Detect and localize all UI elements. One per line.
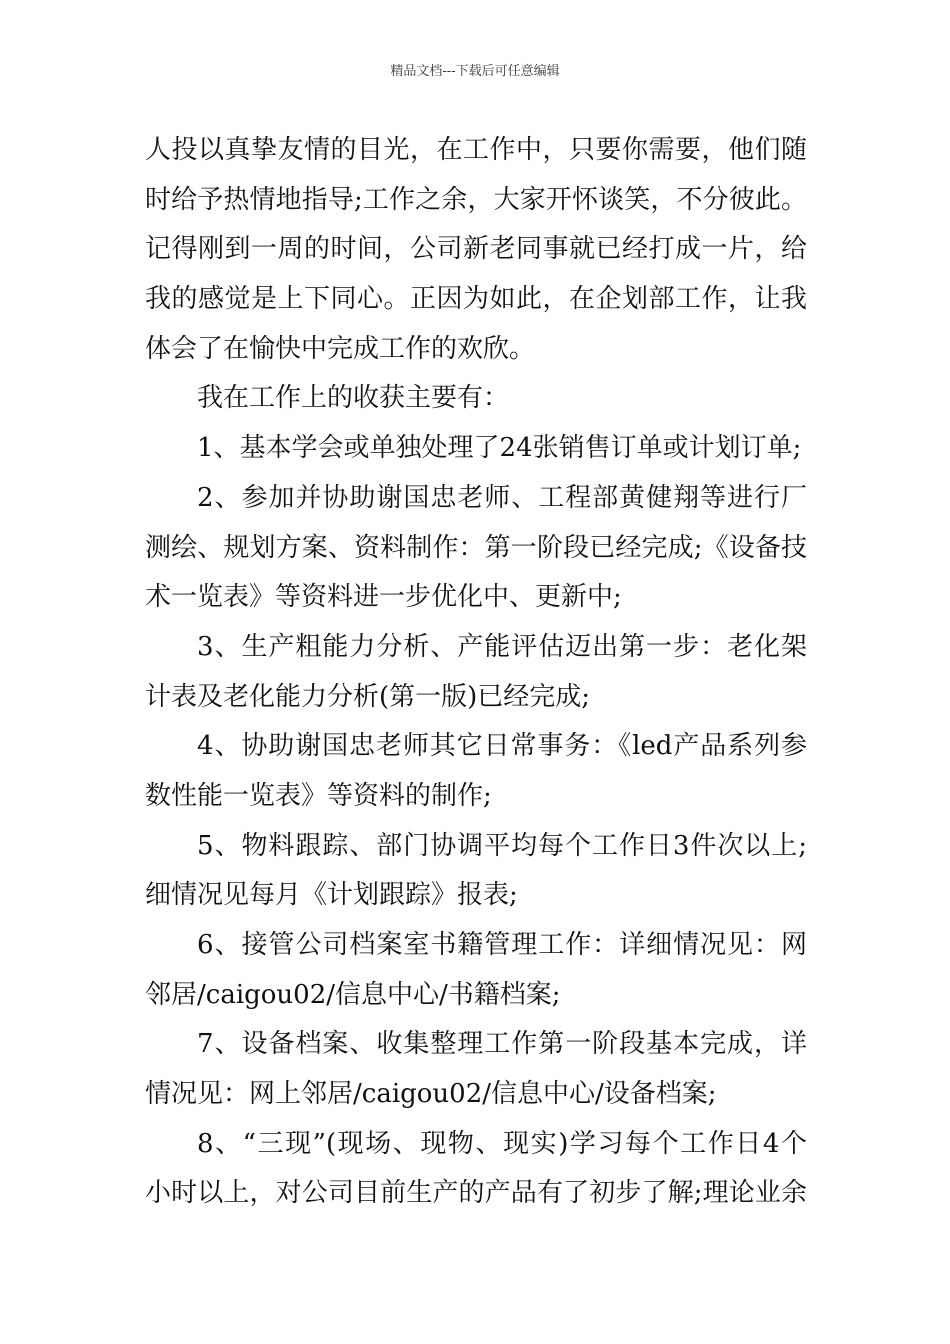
page-header: 精品文档---下载后可任意编辑 [390, 64, 560, 79]
body-line: 术一览表》等资料进一步优化中、更新中; [145, 582, 622, 613]
list-item-1: 1、基本学会或单独处理了24张销售订单或计划订单; [197, 433, 802, 464]
body-line: 细情况见每月《计划跟踪》报表; [145, 880, 518, 911]
list-item-4: 4、协助谢国忠老师其它日常事务：《led产品系列参 [197, 731, 807, 762]
body-line: 我在工作上的收获主要有： [197, 383, 510, 414]
body-line: 我的感觉是上下同心。正因为如此，在企划部工作，让我 [145, 284, 807, 315]
body-line: 时给予热情地指导;工作之余，大家开怀谈笑，不分彼此。 [145, 184, 807, 215]
body-line: 测绘、规划方案、资料制作：第一阶段已经完成;《设备技 [145, 532, 807, 563]
body-line: 情况见：网上邻居/caigou02/信息中心/设备档案; [145, 1079, 717, 1110]
body-line: 记得刚到一周的时间，公司新老同事就已经打成一片，给 [145, 234, 807, 265]
list-item-2: 2、参加并协助谢国忠老师、工程部黄健翔等进行厂 [197, 482, 807, 513]
body-line: 计表及老化能力分析(第一版)已经完成; [145, 681, 591, 712]
body-line: 人投以真挚友情的目光，在工作中，只要你需要，他们随 [145, 135, 807, 165]
list-item-3: 3、生产粗能力分析、产能评估迈出第一步：老化架 [197, 631, 807, 662]
document-body [145, 126, 807, 1219]
body-line: 数性能一览表》等资料的制作; [145, 780, 492, 811]
list-item-6: 6、接管公司档案室书籍管理工作：详细情况见：网 [197, 930, 807, 960]
list-item-5: 5、物料跟踪、部门协调平均每个工作日3件次以上; [197, 830, 807, 861]
list-item-8: 8、“三现”(现场、现物、现实)学习每个工作日4个 [197, 1128, 807, 1159]
body-line: 小时以上，对公司目前生产的产品有了初步了解;理论业余 [145, 1178, 807, 1209]
body-line: 体会了在愉快中完成工作的欢欣。 [145, 333, 536, 364]
body-line: 邻居/caigou02/信息中心/书籍档案; [145, 979, 561, 1010]
list-item-7: 7、设备档案、收集整理工作第一阶段基本完成，详 [197, 1029, 807, 1060]
